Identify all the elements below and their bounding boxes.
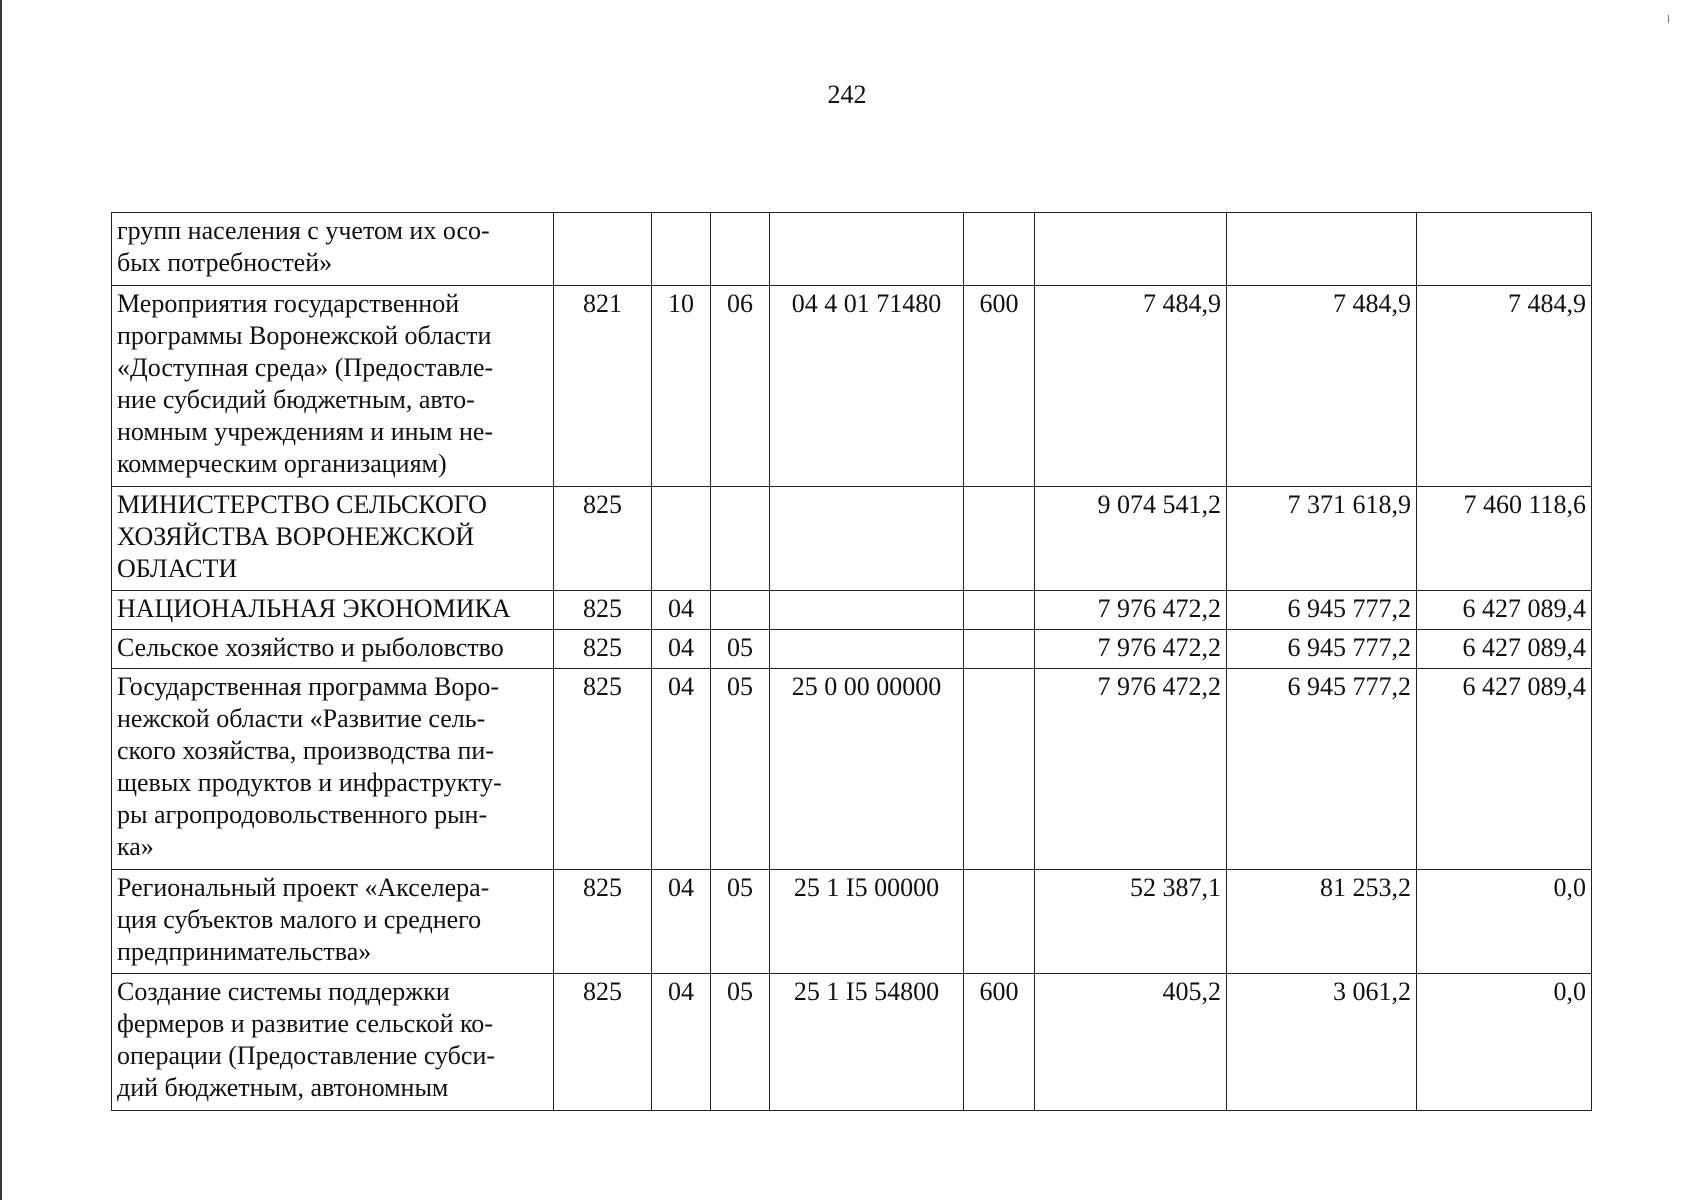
row-name-line: Создание системы поддержки	[117, 977, 450, 1006]
table-row	[112, 487, 1592, 591]
table-row	[112, 974, 1592, 1111]
row-name-line: предпринимательства»	[117, 937, 372, 966]
grbs-cell: 825	[554, 630, 652, 669]
row-name-line: ОБЛАСТИ	[117, 554, 238, 583]
sum-year3-cell: 7 460 118,6	[1417, 487, 1592, 591]
subsection-cell	[711, 591, 770, 630]
grbs-cell: 825	[554, 591, 652, 630]
subsection-cell: 06	[711, 286, 770, 487]
budget-table	[111, 212, 1592, 1111]
row-name-line: нежской области «Развитие сель-	[117, 704, 486, 733]
grbs-cell	[554, 213, 652, 286]
row-name-line: ХОЗЯЙСТВА ВОРОНЕЖСКОЙ	[117, 522, 475, 551]
row-name-line: дий бюджетным, автономным	[117, 1073, 449, 1102]
expense-type-cell	[964, 487, 1035, 591]
expense-type-cell	[964, 669, 1035, 870]
page-number: 242	[827, 80, 867, 109]
row-name-cell	[112, 669, 554, 870]
table-row	[112, 669, 1592, 870]
row-name-line: ние субсидий бюджетным, авто-	[117, 385, 475, 414]
sum-year1-cell: 405,2	[1035, 974, 1227, 1111]
table-row	[112, 591, 1592, 630]
row-name-cell	[112, 487, 554, 591]
sum-year3-cell: 6 427 089,4	[1417, 630, 1592, 669]
scan-right-mark	[1668, 15, 1669, 23]
subsection-cell: 05	[711, 870, 770, 974]
target-article-cell	[770, 213, 964, 286]
expense-type-cell	[964, 630, 1035, 669]
sum-year1-cell	[1035, 213, 1227, 286]
sum-year2-cell: 81 253,2	[1227, 870, 1417, 974]
row-name-line: ского хозяйства, производства пи-	[117, 736, 494, 765]
sum-year2-cell: 7 371 618,9	[1227, 487, 1417, 591]
subsection-cell: 05	[711, 630, 770, 669]
target-article-cell: 25 1 I5 00000	[770, 870, 964, 974]
row-name-line: ры агропродовольственного рын-	[117, 800, 488, 829]
target-article-cell	[770, 487, 964, 591]
grbs-cell: 825	[554, 487, 652, 591]
sum-year1-cell: 7 976 472,2	[1035, 630, 1227, 669]
expense-type-cell: 600	[964, 286, 1035, 487]
table-row	[112, 213, 1592, 286]
sum-year3-cell: 6 427 089,4	[1417, 669, 1592, 870]
target-article-cell: 04 4 01 71480	[770, 286, 964, 487]
subsection-cell	[711, 213, 770, 286]
row-name-cell	[112, 974, 554, 1111]
grbs-cell: 821	[554, 286, 652, 487]
row-name-line: НАЦИОНАЛЬНАЯ ЭКОНОМИКА	[117, 594, 511, 623]
table-row	[112, 870, 1592, 974]
row-name-line: ция субъектов малого и среднего	[117, 905, 482, 934]
row-name-line: Сельское хозяйство и рыболовство	[117, 633, 504, 662]
expense-type-cell	[964, 870, 1035, 974]
sum-year1-cell: 7 976 472,2	[1035, 591, 1227, 630]
budget-table-body	[112, 213, 1592, 1111]
section-cell	[652, 487, 711, 591]
row-name-line: номным учреждениям и иным не-	[117, 417, 494, 446]
row-name-line: программы Воронежской области	[117, 321, 492, 350]
sum-year2-cell	[1227, 213, 1417, 286]
table-row	[112, 630, 1592, 669]
row-name-line: Государственная программа Воро-	[117, 672, 500, 701]
sum-year2-cell: 6 945 777,2	[1227, 591, 1417, 630]
row-name-line: фермеров и развитие сельской ко-	[117, 1009, 493, 1038]
sum-year2-cell: 3 061,2	[1227, 974, 1417, 1111]
target-article-cell	[770, 591, 964, 630]
grbs-cell: 825	[554, 974, 652, 1111]
expense-type-cell: 600	[964, 974, 1035, 1111]
row-name-line: бых потребностей»	[117, 248, 333, 277]
sum-year2-cell: 6 945 777,2	[1227, 669, 1417, 870]
target-article-cell	[770, 630, 964, 669]
section-cell: 04	[652, 630, 711, 669]
sum-year2-cell: 6 945 777,2	[1227, 630, 1417, 669]
row-name-cell	[112, 286, 554, 487]
section-cell: 04	[652, 669, 711, 870]
sum-year1-cell: 7 484,9	[1035, 286, 1227, 487]
row-name-line: групп населения с учетом их осо-	[117, 216, 490, 245]
sum-year3-cell: 0,0	[1417, 870, 1592, 974]
scan-left-edge	[0, 0, 2, 1200]
row-name-cell	[112, 591, 554, 630]
sum-year2-cell: 7 484,9	[1227, 286, 1417, 487]
subsection-cell	[711, 487, 770, 591]
row-name-line: ка»	[117, 832, 154, 861]
sum-year3-cell: 6 427 089,4	[1417, 591, 1592, 630]
section-cell: 10	[652, 286, 711, 487]
expense-type-cell	[964, 213, 1035, 286]
row-name-cell	[112, 630, 554, 669]
section-cell: 04	[652, 870, 711, 974]
target-article-cell: 25 1 I5 54800	[770, 974, 964, 1111]
grbs-cell: 825	[554, 870, 652, 974]
sum-year3-cell: 0,0	[1417, 974, 1592, 1111]
sum-year1-cell: 7 976 472,2	[1035, 669, 1227, 870]
subsection-cell: 05	[711, 974, 770, 1111]
subsection-cell: 05	[711, 669, 770, 870]
expense-type-cell	[964, 591, 1035, 630]
row-name-cell	[112, 213, 554, 286]
row-name-line: Мероприятия государственной	[117, 289, 460, 318]
target-article-cell: 25 0 00 00000	[770, 669, 964, 870]
row-name-line: операции (Предоставление субси-	[117, 1041, 496, 1070]
sum-year3-cell	[1417, 213, 1592, 286]
grbs-cell: 825	[554, 669, 652, 870]
row-name-line: коммерческим организациям)	[117, 449, 447, 478]
table-row	[112, 286, 1592, 487]
section-cell: 04	[652, 974, 711, 1111]
sum-year1-cell: 52 387,1	[1035, 870, 1227, 974]
sum-year3-cell: 7 484,9	[1417, 286, 1592, 487]
row-name-line: щевых продуктов и инфраструкту-	[117, 768, 502, 797]
row-name-line: Региональный проект «Акселера-	[117, 873, 490, 902]
row-name-cell	[112, 870, 554, 974]
sum-year1-cell: 9 074 541,2	[1035, 487, 1227, 591]
row-name-line: МИНИСТЕРСТВО СЕЛЬСКОГО	[117, 490, 487, 519]
section-cell: 04	[652, 591, 711, 630]
section-cell	[652, 213, 711, 286]
row-name-line: «Доступная среда» (Предоставле-	[117, 353, 494, 382]
